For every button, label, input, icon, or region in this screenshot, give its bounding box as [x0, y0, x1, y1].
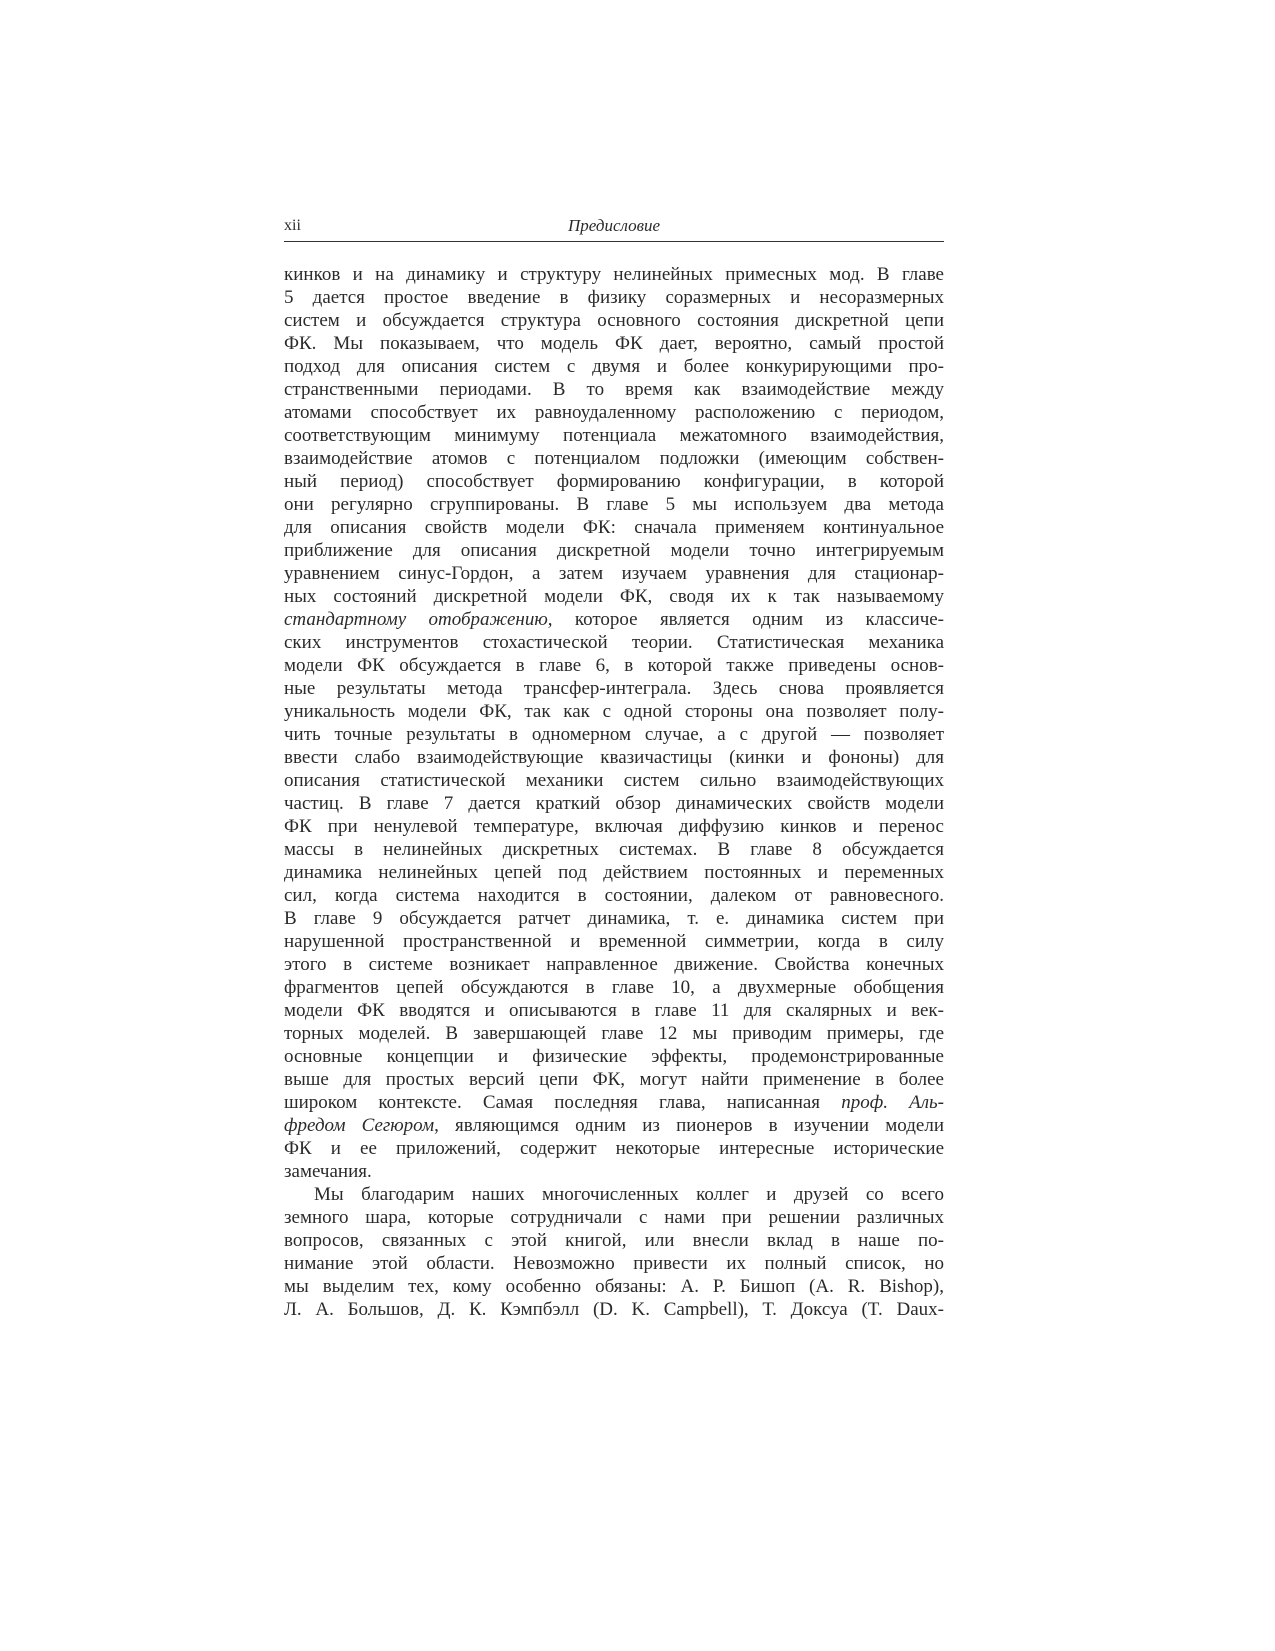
text-line: земного шара, которые сотрудничали с нами при решении различных	[284, 1207, 944, 1228]
text-line: массы в нелинейных дискретных системах. В главе 8 обсуждается	[284, 839, 944, 860]
text-line: модели ФК вводятся и описываются в главе 11 для скалярных и век-	[284, 1000, 944, 1021]
text-line: для описания свойств модели ФК: сначала применяем континуальное	[284, 517, 944, 538]
text-line: выше для простых версий цепи ФК, могут найти применение в более	[284, 1069, 944, 1090]
text-line: соответствующим минимуму потенциала межатомного взаимодействия,	[284, 425, 944, 446]
text-line: ФК и ее приложений, содержит некоторые интересные исторические	[284, 1138, 944, 1159]
text-line: основные концепции и физические эффекты, продемонстрированные	[284, 1046, 944, 1067]
text-line	[284, 1114, 944, 1137]
text-line: этого в системе возникает направленное движение. Свойства конечных	[284, 954, 944, 975]
text-line: нимание этой области. Невозможно привести их полный список, но	[284, 1253, 944, 1274]
body-text	[284, 263, 944, 1321]
text-line: подход для описания систем с двумя и более конкурирующими про-	[284, 356, 944, 377]
text-fragment: , которое является одним из классиче-	[547, 609, 945, 630]
text-line	[284, 608, 944, 631]
text-fragment: широком контексте. Самая последняя глава, написанная	[284, 1092, 842, 1113]
text-line: Мы благодарим наших многочисленных коллег и друзей со всего	[314, 1184, 944, 1205]
text-line: кинков и на динамику и структуру нелинейных примесных мод. В главе	[284, 264, 944, 285]
running-title: Предисловие	[567, 216, 661, 235]
text-line: нарушенной пространственной и временной симметрии, когда в силу	[284, 931, 944, 952]
text-line: уникальность модели ФК, так как с одной стороны она позволяет полу-	[284, 701, 944, 722]
text-line: они регулярно сгруппированы. В главе 5 мы используем два метода	[284, 494, 944, 515]
text-line: странственными периодами. В то время как взаимодействие между	[284, 379, 944, 400]
text-line: Л. А. Большов, Д. К. Кэмпбэлл (D. K. Campbell), Т. Доксуа (T. Daux-	[284, 1299, 944, 1320]
text-line: вопросов, связанных с этой книгой, или внесли вклад в наше по-	[284, 1230, 944, 1251]
page-header	[284, 215, 944, 242]
text-line: взаимодействие атомов с потенциалом подложки (имеющим собствен-	[284, 448, 944, 469]
text-line: модели ФК обсуждается в главе 6, в которой также приведены основ-	[284, 655, 944, 676]
text-line: В главе 9 обсуждается ратчет динамика, т. е. динамика систем при	[284, 908, 944, 929]
italic-term: стандартному отображению	[284, 609, 548, 630]
text-line: приближение для описания дискретной модели точно интегрируемым	[284, 540, 944, 561]
italic-name: фредом Сегюром	[284, 1115, 435, 1136]
text-line: ввести слабо взаимодействующие квазичастицы (кинки и фононы) для	[284, 747, 944, 768]
text-line: 5 дается простое введение в физику соразмерных и несоразмерных	[284, 287, 944, 308]
text-fragment: , являющимся одним из пионеров в изучении модели	[434, 1115, 944, 1136]
text-line: мы выделим тех, кому особенно обязаны: А. Р. Бишоп (A. R. Bishop),	[284, 1276, 944, 1297]
text-line: ФК. Мы показываем, что модель ФК дает, вероятно, самый простой	[284, 333, 944, 354]
text-line: сил, когда система находится в состоянии, далеком от равновесного.	[284, 885, 944, 906]
text-line: замечания.	[284, 1161, 372, 1182]
italic-name: проф. Аль-	[841, 1092, 944, 1113]
text-line: ный период) способствует формированию конфигурации, в которой	[284, 471, 944, 492]
text-line: ских инструментов стохастической теории. Статистическая механика	[284, 632, 944, 653]
text-line: ных состояний дискретной модели ФК, сводя их к так называемому	[284, 586, 944, 607]
page-number: xii	[284, 217, 301, 234]
text-line: чить точные результаты в одномерном случае, а с другой — позволяет	[284, 724, 944, 745]
text-line: динамика нелинейных цепей под действием постоянных и переменных	[284, 862, 944, 883]
text-line: частиц. В главе 7 дается краткий обзор динамических свойств модели	[284, 793, 944, 814]
text-line: уравнением синус-Гордон, а затем изучаем уравнения для стационар-	[284, 563, 944, 584]
text-line: торных моделей. В завершающей главе 12 мы приводим примеры, где	[284, 1023, 944, 1044]
paragraph-2	[284, 1183, 944, 1321]
text-line	[284, 1091, 944, 1114]
text-line: ФК при ненулевой температуре, включая диффузию кинков и перенос	[284, 816, 944, 837]
text-line: систем и обсуждается структура основного состояния дискретной цепи	[284, 310, 944, 331]
paragraph-1	[284, 263, 944, 1183]
text-line: фрагментов цепей обсуждаются в главе 10, а двухмерные обобщения	[284, 977, 944, 998]
text-line: ные результаты метода трансфер-интеграла. Здесь снова проявляется	[284, 678, 944, 699]
text-line: описания статистической механики систем сильно взаимодействующих	[284, 770, 944, 791]
text-line: атомами способствует их равноудаленному расположению с периодом,	[284, 402, 944, 423]
